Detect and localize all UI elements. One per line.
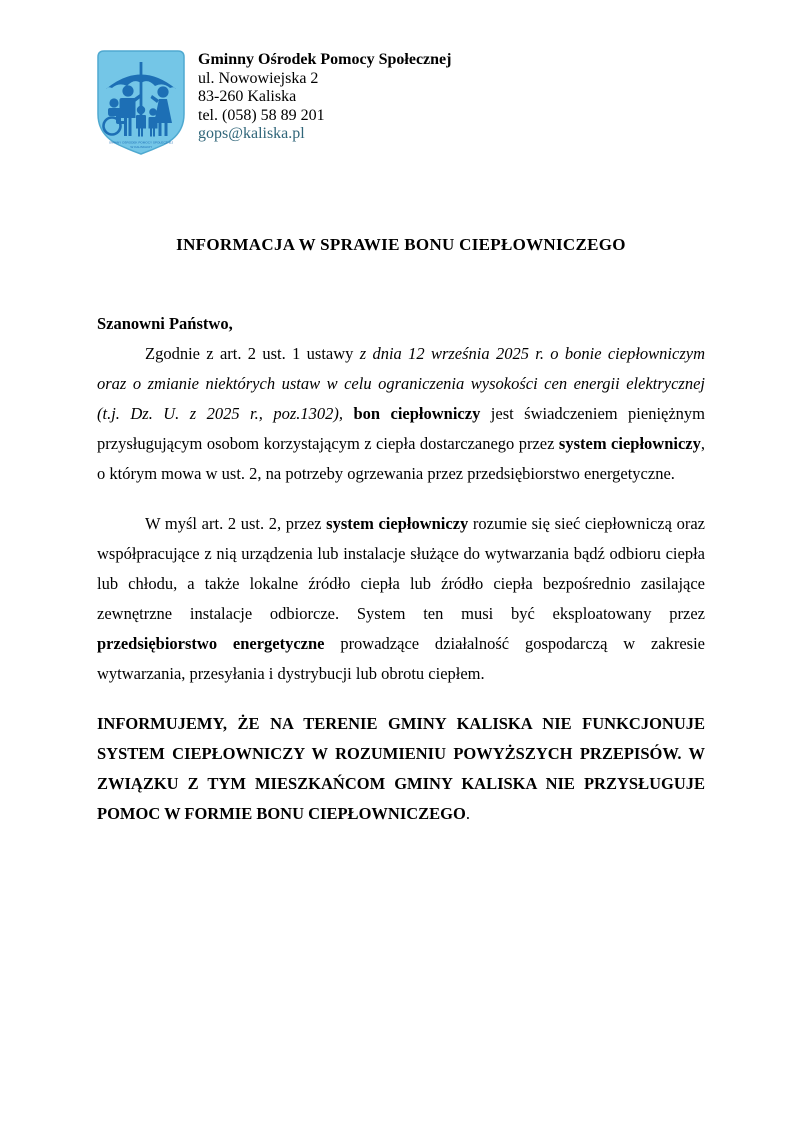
gops-crest-logo-image [97,50,185,158]
org-address-street: ul. Nowowiejska 2 [198,69,319,87]
text-segment: system ciepłowniczy [558,434,701,453]
text-segment: z dnia 12 września 2025 r. o bonie ciepłowniczym oraz o zmianie niektórych ustaw w celu ograniczenia wysokości cen energii elektrycznej (t.j. Dz. U. z 2025 r., poz.1302), [97,344,705,423]
salutation: Szanowni Państwo, [97,314,233,333]
crest-caption-line2: W KALISKACH [130,145,152,149]
org-email-link[interactable]: gops@kaliska.pl [198,125,305,142]
letterhead [97,50,705,158]
text-segment: jest świadczeniem pieniężnym przysługującym osobom korzystającym z ciepła dostarczanego przez [97,404,706,453]
paragraph-announcement [97,709,705,829]
gops-crest-logo [97,50,185,158]
paragraph-legal-basis [97,339,705,489]
text-segment: Zgodnie z art. 2 ust. 1 ustawy [145,344,360,363]
text-segment: . [465,804,470,823]
text-segment: bon ciepłowniczy [353,404,481,423]
text-segment [343,404,353,423]
org-name: Gminny Ośrodek Pomocy Społecznej [198,51,452,68]
org-contact-block [198,50,451,144]
text-segment: rozumie się sieć ciepłowniczą oraz współpracujące z nią urządzenia lub instalacje służące do wytwarzania bądź odbioru ciepła lub chłodu, a także lokalne źródło ciepła lub źródło ciepła bezpośrednio zasilające zewnętrzne instalacje odbiorcze. System ten musi być eksploatowany przez [97,514,705,623]
crest-caption-line1: GMINNY OŚRODEK POMOCY SPOŁECZNEJ [108,140,174,145]
text-segment: , o którym mowa w ust. 2, na potrzeby ogrzewania przez przedsiębiorstwo energetyczne. [97,434,705,483]
text-segment: system ciepłowniczy [326,514,469,533]
org-phone: tel. (058) 58 89 201 [198,106,325,124]
paragraph-system-definition [97,509,705,689]
text-segment: prowadzące działalność gospodarczą w zakresie wytwarzania, przesyłania i dystrybucji lub obrotu ciepłem. [97,634,705,683]
text-segment: W myśl art. 2 ust. 2, przez [145,514,327,533]
org-address-city: 83-260 Kaliska [198,88,297,105]
text-segment: przedsiębiorstwo energetyczne [97,634,325,653]
text-segment: INFORMUJEMY, ŻE NA TERENIE GMINY KALISKA NIE FUNKCJONUJE SYSTEM CIEPŁOWNICZY W ROZUMIENIU POWYŻSZYCH PRZEPISÓW. W ZWIĄZKU Z TYM MIESZKAŃCOM GMINY KALISKA NIE PRZYSŁUGUJE POMOC W FORMIE BONU CIEPŁOWNICZEGO [97,714,705,823]
document-title: INFORMACJA W SPRAWIE BONU CIEPŁOWNICZEGO [176,235,626,254]
